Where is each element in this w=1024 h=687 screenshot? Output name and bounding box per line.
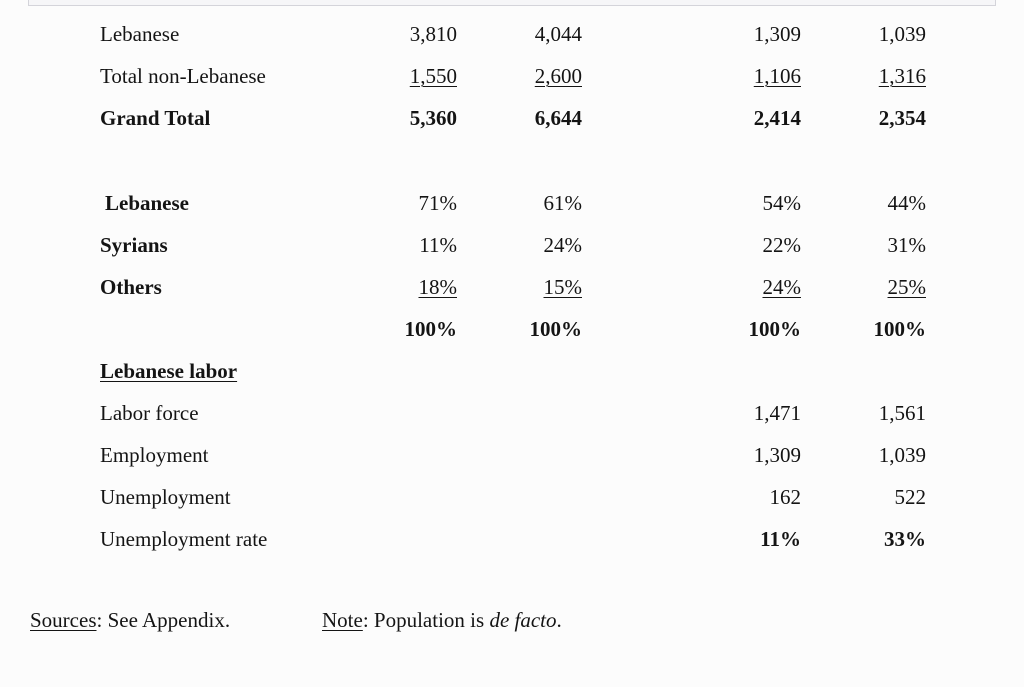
sources-note <box>30 608 230 633</box>
cell-value: 24% <box>762 274 801 299</box>
table-row <box>100 518 1024 560</box>
table-row <box>100 182 1024 224</box>
table-row <box>100 350 1024 392</box>
table-row <box>100 55 1024 97</box>
cell-value: 1,039 <box>878 21 926 46</box>
cell-value: 1,309 <box>753 21 801 46</box>
cell-value: 6,644 <box>534 105 582 130</box>
cell-value: 22% <box>762 232 801 257</box>
cell-value: 11% <box>760 526 801 551</box>
note-italic-text: de facto <box>489 608 557 632</box>
row-label: Total non-Lebanese <box>100 63 266 88</box>
cell-value: 1,106 <box>753 63 801 88</box>
cell-value: 3,810 <box>409 21 457 46</box>
sources-text: : See Appendix. <box>96 608 231 632</box>
cell-value: 100% <box>404 316 457 341</box>
cell-value: 2,414 <box>753 105 801 130</box>
table-row <box>100 392 1024 434</box>
row-label: Grand Total <box>100 105 211 130</box>
table-row <box>100 13 1024 55</box>
table-row <box>100 224 1024 266</box>
cell-value: 1,550 <box>409 63 457 88</box>
note-period: . <box>556 608 562 632</box>
row-label: Labor force <box>100 400 199 425</box>
row-label: Syrians <box>100 232 168 257</box>
sources-label: Sources <box>30 608 97 632</box>
row-label: Lebanese <box>100 21 180 46</box>
cell-value: 25% <box>887 274 926 299</box>
cell-value: 1,471 <box>753 400 801 425</box>
row-label: Others <box>100 274 162 299</box>
cell-value: 71% <box>418 190 457 215</box>
cell-value: 15% <box>543 274 582 299</box>
row-label: Lebanese labor <box>100 358 238 383</box>
cell-value: 2,600 <box>534 63 582 88</box>
row-label: Employment <box>100 442 209 467</box>
page-edge-strip <box>28 0 996 6</box>
note-text: : Population is <box>362 608 490 632</box>
cell-value: 18% <box>418 274 457 299</box>
table-row <box>100 476 1024 518</box>
cell-value: 2,354 <box>878 105 926 130</box>
cell-value: 4,044 <box>534 21 582 46</box>
cell-value: 54% <box>762 190 801 215</box>
cell-value: 1,309 <box>753 442 801 467</box>
table-row <box>100 434 1024 476</box>
cell-value: 24% <box>543 232 582 257</box>
cell-value: 33% <box>884 526 926 551</box>
cell-value: 1,039 <box>878 442 926 467</box>
row-label: Lebanese <box>105 190 189 215</box>
cell-value: 100% <box>529 316 582 341</box>
table-footnotes <box>0 608 1024 638</box>
table-row <box>100 97 1024 139</box>
row-label: Unemployment <box>100 484 231 509</box>
cell-value: 1,316 <box>878 63 926 88</box>
cell-value: 11% <box>419 232 457 257</box>
cell-value: 162 <box>769 484 801 509</box>
cell-value: 31% <box>887 232 926 257</box>
cell-value: 100% <box>873 316 926 341</box>
table-row <box>100 266 1024 308</box>
table-row <box>100 308 1024 350</box>
cell-value: 61% <box>543 190 582 215</box>
cell-value: 1,561 <box>878 400 926 425</box>
cell-value: 44% <box>887 190 926 215</box>
row-label: Unemployment rate <box>100 526 268 551</box>
cell-value: 522 <box>894 484 926 509</box>
cell-value: 5,360 <box>409 105 457 130</box>
cell-value: 100% <box>748 316 801 341</box>
population-note <box>322 608 562 633</box>
note-label: Note <box>322 608 363 632</box>
